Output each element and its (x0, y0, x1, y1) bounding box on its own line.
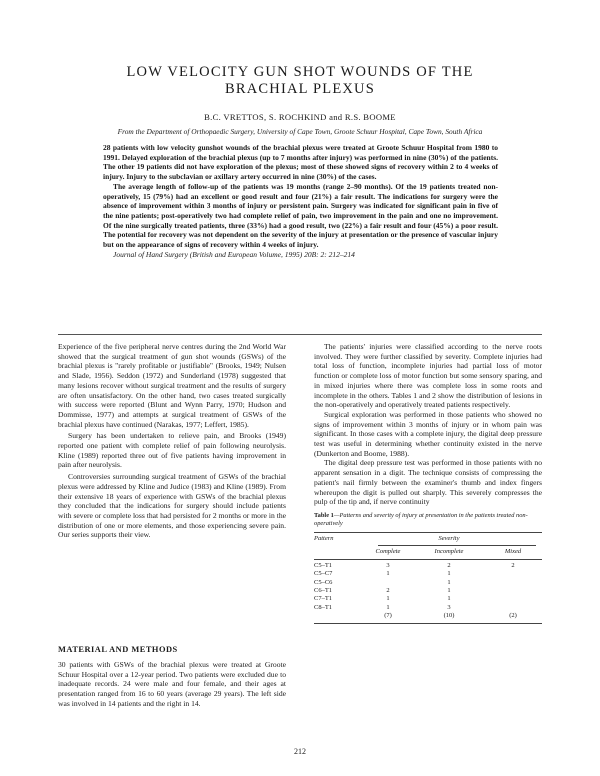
cell-pattern: C5–T1 (314, 561, 333, 569)
cell-complete: 1 (386, 570, 390, 578)
header-mixed: Mixed (504, 548, 522, 556)
table-bottom-rule (314, 623, 542, 624)
cell-complete (362, 579, 414, 587)
header-complete: Complete (375, 548, 401, 556)
table-caption-text: —Patterns and severity of injury at presentation in the patients treated non-operatively (314, 512, 528, 527)
cell-mixed (484, 587, 542, 595)
right-paragraph-1: The patients' injuries were classified according to the nerve roots involved. They were further classified by severity. Complete injuries had total loss of function, incomplete injuries had partial loss of motor function or complete loss of motor function but some sensory sparing, and in mixed injuries where there was complete loss in some roots and incomplete in the others. Tables 1 and 2 show the distribution of lesions in the non-operatively and operatively treated patients respectively. (314, 342, 542, 410)
cell-complete: 1 (386, 603, 390, 611)
title-line-2: BRACHIAL PLEXUS (225, 81, 375, 97)
header-pattern: Pattern (314, 535, 334, 542)
cell-mixed (484, 595, 542, 603)
table-row (314, 595, 542, 603)
title-line-1: LOW VELOCITY GUN SHOT WOUNDS OF THE (126, 64, 474, 80)
cell-mixed (484, 570, 542, 578)
total-mixed: (2) (509, 612, 517, 620)
cell-complete: 2 (386, 586, 390, 594)
cell-pattern: C5–C6 (314, 578, 333, 586)
intro-paragraph-3: Controversies surrounding surgical treatment of GSWs of the brachial plexus were addressed by Kline and Judice (1983) and Kline (1989). From their extensive 18 years of experience with GSWs of the brachial plexus they concluded that the indications for surgery should include patients with severe or complete loss that had persisted for 2 months or more in the distribution of one or more elements, and those experiencing severe pain. Our series supports their view. (58, 472, 286, 540)
table-header-row-2 (314, 548, 542, 556)
table-row (314, 604, 542, 612)
table-row (314, 579, 542, 587)
cell-incomplete: 1 (447, 595, 451, 603)
header-incomplete: Incomplete (434, 548, 464, 556)
intro-paragraph-2: Surgery has been undertaken to relieve pain, and Brooks (1949) reported one patient with complete relief of pain following neurolysis. Kline (1989) reported three out of five patients having improvement in pain after neurolysis. (58, 431, 286, 470)
cell-pattern: C6–T1 (314, 586, 333, 594)
table-header-rule (378, 545, 536, 546)
table-caption-label: Table 1 (314, 512, 334, 519)
cell-pattern: C7–T1 (314, 595, 333, 603)
journal-citation: Journal of Hand Surgery (British and European Volume, 1995) 20B: 2: 212–214 (113, 249, 355, 259)
cell-incomplete: 3 (447, 603, 451, 611)
table-body (314, 562, 542, 621)
header-severity: Severity (438, 535, 460, 542)
article-title (60, 64, 540, 98)
table-totals-row (314, 612, 542, 620)
table-top-rule (314, 532, 542, 533)
total-complete: (7) (384, 612, 392, 620)
section-divider (58, 334, 542, 335)
abstract-paragraph-2: The average length of follow-up of the patients was 19 months (range 2–90 months). Of the 19 patients treated non-operatively, 15 (79%) had an excellent or good result and four (21%) a fair result. The indications for surgery were the absence of improvement within 3 months of injury or persistent pain. Surgery was indicated for significant pain in five of the nine patients; post-operatively two had complete relief of pain, two improvement in the pain and one no improvement. Of the nine surgically treated patients, three (33%) had a good result, two (22%) a fair result and four (45%) a poor result. The potential for recovery was not dependent on the severity of the injury at presentation or the presence of vascular injury but on the appearance of signs of recovery within 4 weeks of injury. (103, 181, 498, 250)
cell-mixed (484, 579, 542, 587)
authors: B.C. VRETTOS, S. ROCHKIND and R.S. BOOME (204, 112, 396, 122)
table-row (314, 570, 542, 578)
left-column (58, 342, 286, 540)
abstract-paragraph-1: 28 patients with low velocity gunshot wounds of the brachial plexus were treated at Groote Schuur Hospital from 1980 to 1991. Delayed exploration of the brachial plexus (up to 7 months after injury) was performed in nine (30%) of the patients. The other 19 patients did not have exploration of the plexus; most of these showed signs of recovery within 2 to 4 weeks of injury. Injury to the subclavian or axillary artery occurred in nine (30%) of the cases. (103, 143, 498, 182)
cell-pattern: C5–C7 (314, 570, 333, 578)
right-paragraph-2: Surgical exploration was performed in those patients who showed no signs of improvement within 3 months of injury or in whom pain was significant. In those cases with a complete injury, the digital deep pressure test was useful in determining whether continuity existed in the nerve (Dunkerton and Boome, 1988). (314, 409, 542, 458)
cell-complete: 1 (386, 595, 390, 603)
cell-mixed: 2 (511, 561, 515, 569)
methods-paragraph-1: 30 patients with GSWs of the brachial plexus were treated at Groote Schuur Hospital over a 12-year period. Two patients were excluded due to inadequate records. 24 were male and four female, and their ages at presentation ranged from 16 to 60 years (average 29 years). The left side was involved in 14 patients and the right in 14. (58, 660, 286, 708)
right-column (314, 342, 542, 507)
table-caption (314, 512, 542, 528)
page-number: 212 (294, 747, 306, 756)
cell-incomplete: 1 (447, 570, 451, 578)
cell-incomplete: 1 (447, 586, 451, 594)
affiliation: From the Department of Orthopaedic Surgery, University of Cape Town, Groote Schuur Hospital, Cape Town, South Africa (117, 127, 483, 136)
total-incomplete: (10) (443, 612, 455, 620)
abstract (103, 143, 498, 259)
methods-column (58, 660, 286, 709)
cell-incomplete: 1 (447, 578, 451, 586)
table-header-bottom-rule (314, 559, 542, 560)
table-header-row-1 (314, 535, 542, 543)
table-row (314, 587, 542, 595)
table-row (314, 562, 542, 570)
right-paragraph-3: The digital deep pressure test was performed in those patients with no apparent sensation in a digit. The technique consists of compressing the patient's nail firmly between the examiner's thumb and index fingers whereupon the digit is pulled out sharply. This severely compresses the pulp of the tip and, if nerve continuity (314, 458, 542, 507)
intro-paragraph-1: Experience of the five peripheral nerve centres during the 2nd World War showed that the surgical treatment of gun shot wounds (GSWs) of the brachial plexus is "rarely profitable or justifiable" (Brooks, 1949; Nulsen and Slade, 1956). Seddon (1972) and Sunderland (1978) suggested that many lesions recover without surgical treatment and the results of surgery are often unsatisfactory. On the other hand, two cases treated surgically with success were reported (Blunt and Wynn Parry, 1970; Hudson and Dommisse, 1977) and attempts at surgical treatment of GSWs of the brachial plexus have continued (Narakas, 1977; Leffert, 1985). (58, 342, 286, 429)
cell-pattern: C8–T1 (314, 603, 333, 611)
cell-incomplete: 2 (447, 561, 451, 569)
methods-heading: MATERIAL AND METHODS (58, 645, 178, 654)
cell-mixed (484, 604, 542, 612)
table-1 (314, 512, 542, 626)
cell-complete: 3 (386, 561, 390, 569)
